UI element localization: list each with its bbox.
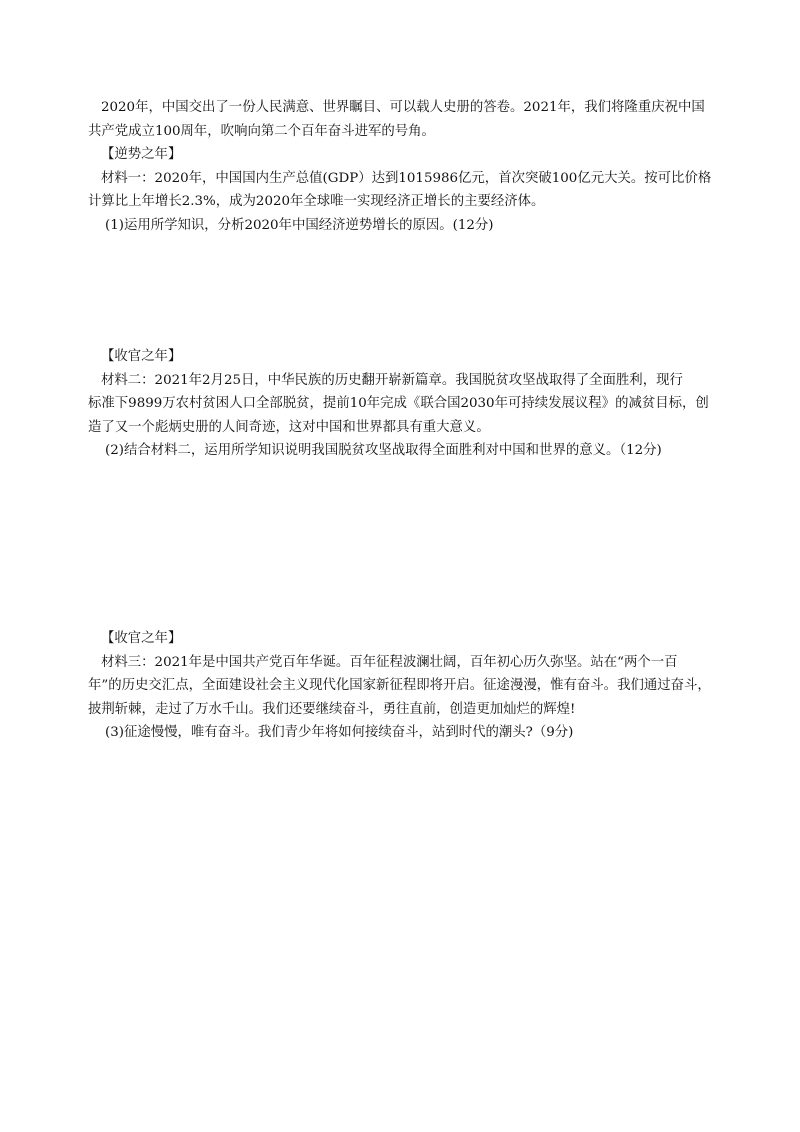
material3-line-3: 披荆斩棘，走过了万水千山。我们还要继续奋斗，勇往直前，创造更加灿烂的辉煌! xyxy=(88,701,576,717)
section3 xyxy=(88,627,728,745)
section2 xyxy=(88,345,728,463)
question-3: (3)征途慢慢，唯有奋斗。我们青少年将如何接续奋斗，站到时代的潮头?（9分) xyxy=(105,725,574,740)
intro-line-1: 2020年，中国交出了一份人民满意、世界瞩目、可以载人史册的答卷。2021年，我们将隆重庆祝中国 xyxy=(101,100,705,115)
question-1: (1)运用所学知识，分析2020年中国经济逆势增长的原因。(12分) xyxy=(105,217,494,233)
material3-line-1: 材料三：2021年是中国共产党百年华诞。百年征程波澜壮阔，百年初心历久弥坚。站在“两个一百 xyxy=(101,654,678,670)
material3-line-2: 年”的历史交汇点，全面建设社会主义现代化国家新征程即将开启。征途漫漫，惟有奋斗。我们通过奋斗， xyxy=(88,678,711,693)
intro-line-2: 共产党成立100周年，吹响向第二个百年奋斗进军的号角。 xyxy=(88,123,435,139)
intro-paragraph xyxy=(88,96,728,237)
material1-line-1: 材料一：2020年，中国国内生产总值(GDP）达到1015986亿元，首次突破100亿元大关。按可比价格 xyxy=(101,170,712,186)
question-2: (2)结合材料二，运用所学知识说明我国脱贫攻坚战取得全面胜利对中国和世界的意义。（12分) xyxy=(105,443,662,458)
material2-line-1: 材料二：2021年2月25日，中华民族的历史翻开崭新篇章。我国脱贫攻坚战取得了全面胜利，现行 xyxy=(101,372,683,388)
material2-line-3: 造了又一个彪炳史册的人间奇迹，这对中国和世界都具有重大意义。 xyxy=(88,419,490,435)
section3-heading: 【收官之年】 xyxy=(101,631,182,646)
material1-line-2: 计算比上年增长2.3%，成为2020年全球唯一实现经济正增长的主要经济体。 xyxy=(88,194,545,209)
material2-line-2: 标准下9899万农村贫困人口全部脱贫，提前10年完成《联合国2030年可持续发展议程》的减贫目标，创 xyxy=(88,396,709,411)
section1-heading: 【逆势之年】 xyxy=(101,147,182,162)
section2-heading: 【收官之年】 xyxy=(101,349,182,364)
